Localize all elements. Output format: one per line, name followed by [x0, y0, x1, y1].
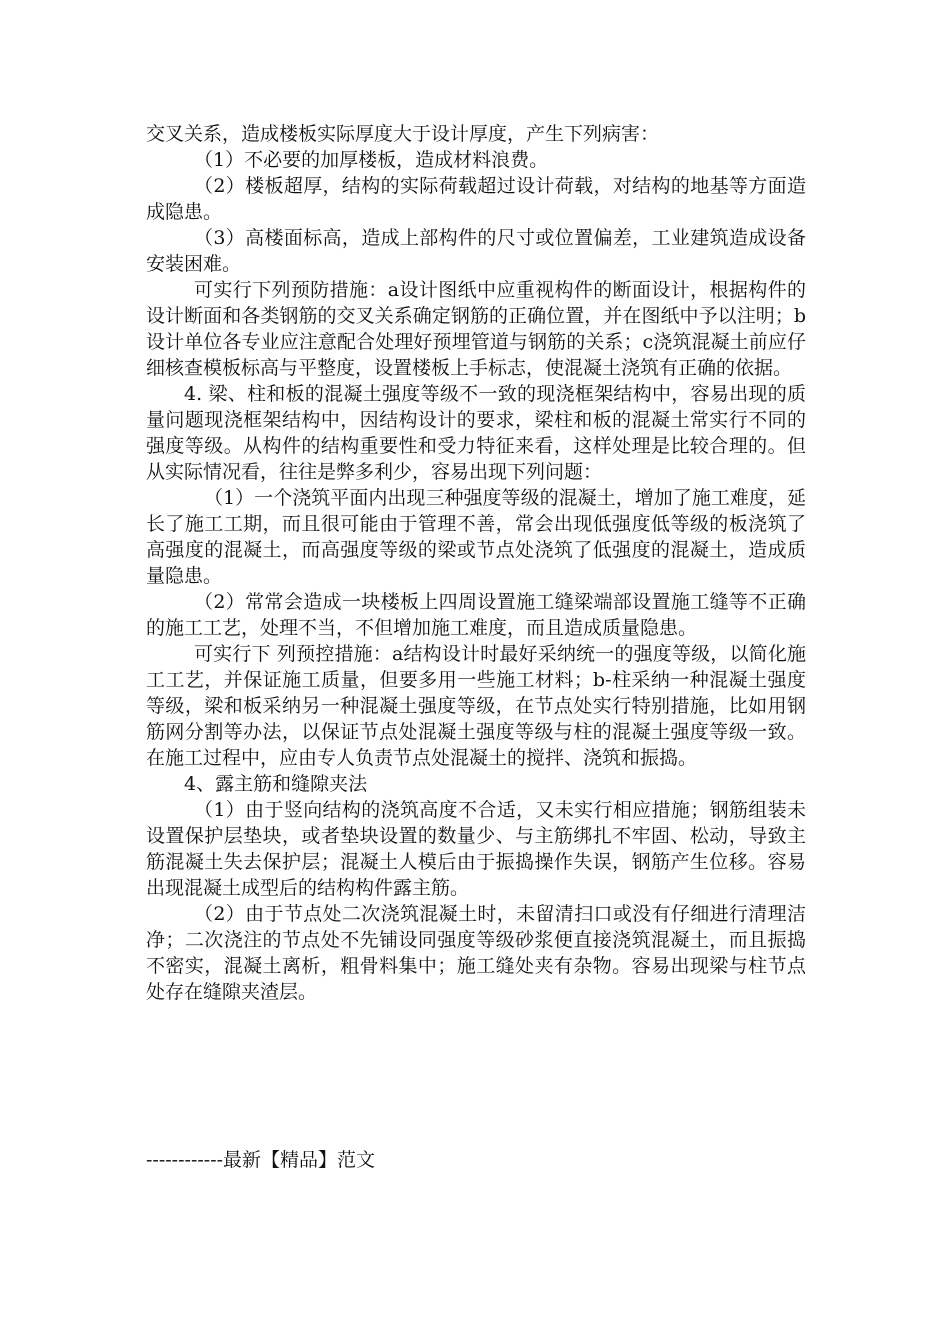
section-heading: 4、露主筋和缝隙夹法: [184, 773, 368, 795]
paragraph: （1）不必要的加厚楼板，造成材料浪费。: [194, 149, 549, 171]
paragraph: （2）由于节点处二次浇筑混凝土时，未留清扫口或没有仔细进行清理洁净；二次浇注的节点处不先铺设同强度等级砂浆便直接浇筑混凝土，而且振捣不密实，混凝土离析，粗骨料集中；施工缝处夹有杂物。容易出现梁与柱节点处存在缝隙夹渣层。: [146, 903, 806, 1003]
paragraph: 4. 梁、柱和板的混凝土强度等级不一致的现浇框架结构中，容易出现的质量问题现浇框架结构中，因结构设计的要求，梁柱和板的混凝土常实行不同的强度等级。从构件的结构重要性和受力特征来看，这样处理是比较合理的。但从实际情况看，往往是弊多利少，容易出现下列问题：: [146, 383, 806, 483]
footer-text: ------------最新【精品】范文: [146, 1149, 376, 1171]
paragraph: （1）一个浇筑平面内出现三种强度等级的混凝土，增加了施工难度，延长了施工工期，而且很可能由于管理不善，常会出现低强度低等级的板浇筑了高强度的混凝土，而高强度等级的梁或节点处浇筑了低强度的混凝土，造成质量隐患。: [146, 487, 806, 587]
document-body: [146, 121, 806, 1005]
paragraph: （3）高楼面标高，造成上部构件的尺寸或位置偏差，工业建筑造成设备安装困难。: [146, 227, 806, 275]
paragraph: 可实行下列预防措施：a设计图纸中应重视构件的断面设计，根据构件的设计断面和各类钢筋的交叉关系确定钢筋的正确位置，并在图纸中予以注明；b设计单位各专业应注意配合处理好预埋管道与钢筋的关系；c浇筑混凝土前应仔细核查模板标高与平整度，设置楼板上手标志，使混凝土浇筑有正确的依据。: [146, 279, 806, 379]
paragraph: （2）楼板超厚，结构的实际荷载超过设计荷载，对结构的地基等方面造成隐患。: [146, 175, 806, 223]
paragraph: 交叉关系，造成楼板实际厚度大于设计厚度，产生下列病害：: [146, 123, 660, 145]
paragraph: （2）常常会造成一块楼板上四周设置施工缝梁端部设置施工缝等不正确的施工工艺，处理不当，不但增加施工难度，而且造成质量隐患。: [146, 591, 806, 639]
paragraph: （1）由于竖向结构的浇筑高度不合适，又未实行相应措施；钢筋组装未设置保护层垫块，或者垫块设置的数量少、与主筋绑扎不牢固、松动，导致主筋混凝土失去保护层；混凝土人模后由于振捣操作失误，钢筋产生位移。容易出现混凝土成型后的结构构件露主筋。: [146, 799, 806, 899]
paragraph: 可实行下 列预控措施：a结构设计时最好采纳统一的强度等级，以简化施工工艺，并保证施工质量，但要多用一些施工材料；b-柱采纳一种混凝土强度等级，梁和板采纳另一种混凝土强度等级，在节点处实行特别措施，比如用钢筋网分割等办法，以保证节点处混凝土强度等级与柱的混凝土强度等级一致。在施工过程中，应由专人负责节点处混凝土的搅拌、浇筑和振捣。: [146, 643, 806, 769]
